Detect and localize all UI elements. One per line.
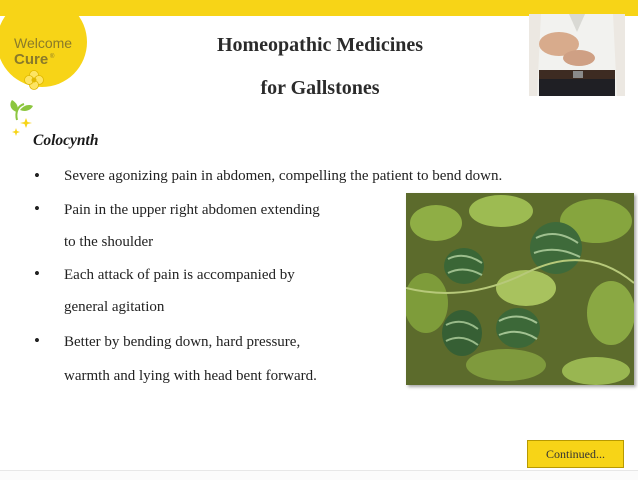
bullet-icon: •: [34, 264, 40, 283]
bullet-4-line-2: warmth and lying with head bent forward.: [64, 368, 317, 384]
slide-title-line2: for Gallstones: [260, 77, 380, 99]
bullet-2-line-2: to the shoulder: [64, 234, 154, 250]
slide-title-line1: Homeopathic Medicines: [216, 34, 424, 56]
continued-button[interactable]: Continued...: [527, 440, 624, 468]
bullet-icon: •: [34, 199, 40, 218]
bullet-icon: •: [34, 166, 40, 185]
bullet-3-line-1: Each attack of pain is accompanied by: [64, 267, 295, 283]
bullet-4-line-1: Better by bending down, hard pressure,: [64, 334, 301, 350]
logo-trademark: ®: [50, 54, 55, 60]
man-holding-abdomen-photo: [529, 14, 625, 96]
colocynth-plant-photo: [406, 193, 634, 385]
logo-line2: Cure: [14, 51, 49, 68]
welcome-cure-logo: [0, 0, 100, 100]
bullet-3-line-2: general agitation: [64, 299, 165, 315]
bullet-icon: •: [34, 331, 40, 350]
bullet-1-line-1: Severe agonizing pain in abdomen, compelling the patient to bend down.: [64, 168, 503, 184]
remedy-name: Colocynth: [33, 132, 99, 149]
bullet-2-line-1: Pain in the upper right abdomen extending: [64, 202, 320, 218]
logo-line1: Welcome: [14, 35, 73, 51]
